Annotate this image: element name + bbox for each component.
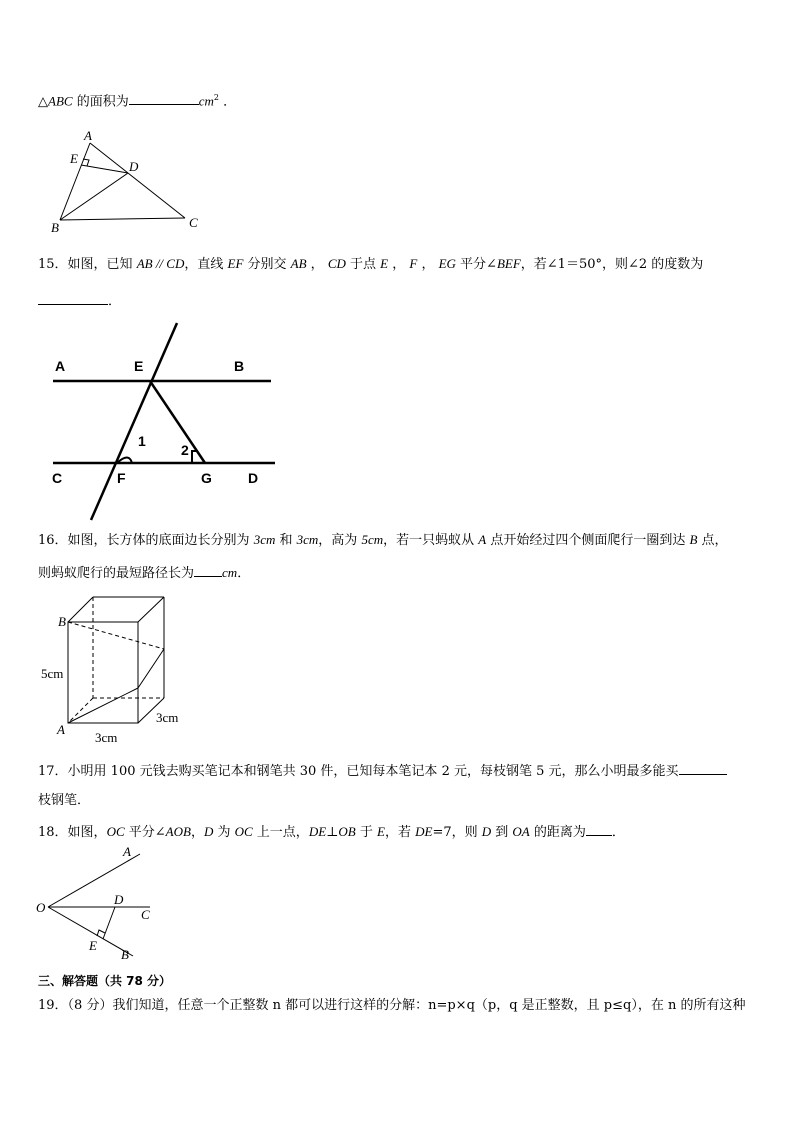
label-d: D (114, 892, 124, 907)
angle-2-label: 2 (181, 442, 189, 458)
q19-text: 19．（8 分）我们知道，任意一个正整数 n 都可以进行这样的分解：n=p×q（p，q 是正整数，且 p≤q），在 n 的所有这种 (38, 998, 746, 1013)
q16-text-line2: 则蚂蚁爬行的最短路径长为 cm． (38, 565, 251, 581)
label-width-2: 3cm (156, 710, 179, 725)
q16-answer-blank[interactable] (194, 564, 222, 577)
label-g: G (201, 470, 212, 486)
section-heading: 三、解答题（共 78 分） (38, 974, 172, 988)
label-b: B (121, 947, 129, 962)
segment-bc (60, 218, 185, 220)
q16-cuboid-figure (38, 592, 198, 750)
line-ef (91, 323, 177, 520)
segment-ac (90, 143, 185, 218)
q18-answer-blank[interactable] (586, 823, 612, 836)
segment-ed (81, 165, 128, 173)
label-b: B (51, 220, 59, 235)
q17-answer-blank[interactable] (679, 762, 727, 775)
q14-answer-blank[interactable] (129, 92, 199, 105)
label-d: D (248, 470, 259, 486)
label-e: E (70, 151, 78, 166)
ant-path-1 (68, 688, 138, 723)
label-height: 5cm (41, 666, 64, 681)
label-c: C (52, 470, 63, 486)
angle-2-mark (192, 451, 197, 463)
label-c: C (141, 907, 150, 922)
q15-text: 15．如图，已知 AB // CD，直线 EF 分别交 AB ， CD 于点 E ， F ， EG 平分∠BEF，若∠1＝50°，则∠2 的度数为 (38, 256, 704, 272)
segment-bd (60, 173, 128, 220)
label-e: E (134, 358, 144, 374)
q15-parallel-lines-figure (45, 318, 285, 523)
q17-text: 17．小明用 100 元钱去购买笔记本和钢笔共 30 件，已知每本笔记本 2 元，每枝钢笔 5 元，那么小明最多能买 (38, 762, 727, 780)
q15-answer-blank[interactable] (38, 292, 108, 305)
q18-angle-bisector-figure (35, 842, 165, 962)
label-b: B (234, 358, 245, 374)
right-angle-mark (83, 159, 89, 166)
right-angle-mark (97, 930, 105, 936)
q14-text: △ABC 的面积为 $cm^2$ ． (38, 93, 237, 110)
q15-answer-line: ． (38, 292, 121, 310)
ant-path-hidden (68, 622, 164, 649)
label-a: A (123, 844, 131, 859)
label-width-1: 3cm (95, 730, 118, 745)
q18-text: 18．如图，OC 平分∠AOB，D 为 OC 上一点，DE⊥OB 于 E，若 DE=7，则 D 到 OA 的距离为 ． (38, 824, 625, 840)
ray-oa (48, 854, 140, 907)
label-b: B (58, 614, 66, 629)
label-a: A (57, 722, 65, 737)
label-o: O (36, 900, 46, 915)
angle-1-label: 1 (138, 433, 146, 449)
ant-path-2 (138, 649, 164, 688)
label-a: A (84, 128, 92, 143)
q17-text-line2: 枝钢笔． (38, 793, 91, 808)
label-d: D (129, 159, 139, 174)
label-c: C (189, 215, 198, 230)
q14-triangle-figure (45, 125, 215, 240)
segment-de (103, 907, 115, 939)
label-f: F (117, 470, 126, 486)
q16-text: 16．如图，长方体的底面边长分别为 3cm 和 3cm，高为 5cm，若一只蚂蚁从 A 点开始经过四个侧面爬行一圈到达 B 点， (38, 532, 728, 548)
label-e: E (89, 938, 97, 953)
label-a: A (55, 358, 66, 374)
front-face (68, 622, 138, 723)
